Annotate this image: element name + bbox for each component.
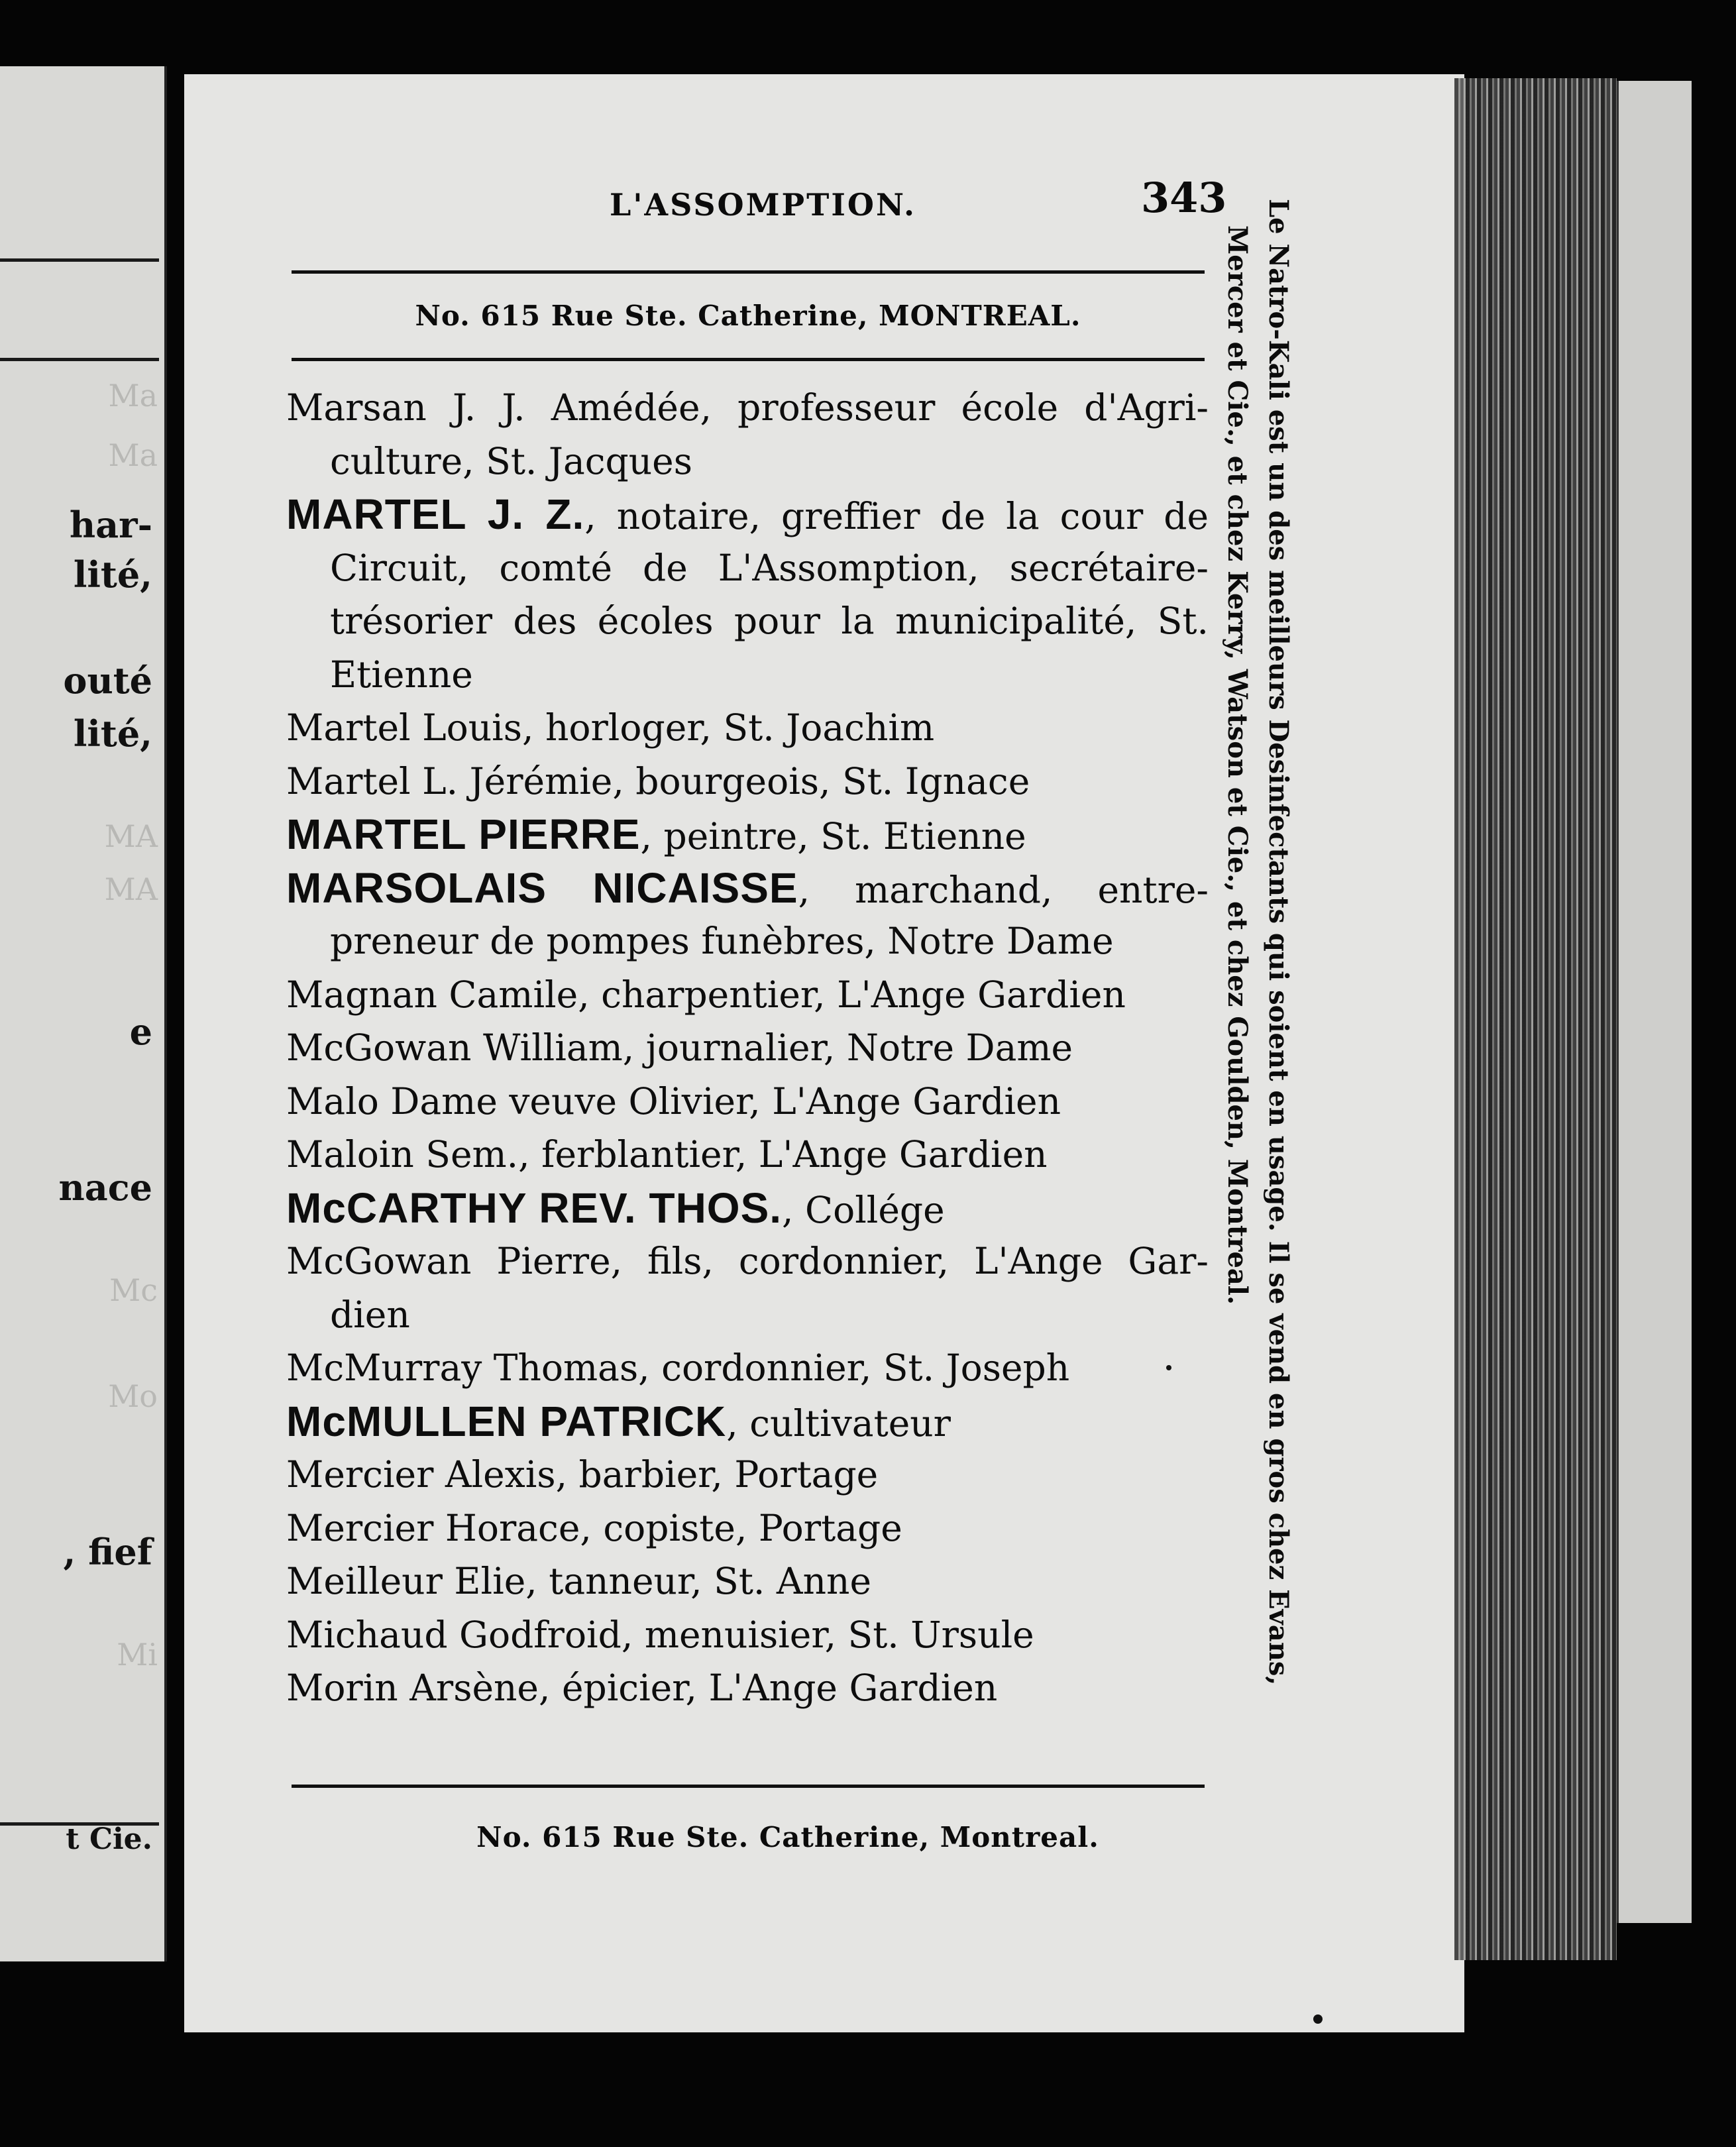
left-page-fragment: nace <box>58 1166 152 1209</box>
directory-entry <box>286 1288 1209 1342</box>
directory-entry <box>286 755 1209 808</box>
page-block-edge <box>1454 78 1617 1960</box>
entry-text: McMurray Thomas, cordonnier, St. Joseph <box>286 1347 1070 1389</box>
left-page-fragment: , fief <box>63 1531 152 1573</box>
print-speck <box>1166 1365 1171 1370</box>
entry-text: Morin Arsène, épicier, L'Ange Gardien <box>286 1667 998 1709</box>
directory-entry <box>286 808 1209 861</box>
entry-text: Marsan J. J. Amédée, professeur école d'Agri- <box>286 386 1209 429</box>
directory-entry <box>286 1448 1209 1502</box>
entry-text: Maloin Sem., ferblantier, L'Ange Gardien <box>286 1133 1048 1176</box>
entry-name-bold: MARTEL J. Z. <box>286 490 585 538</box>
sidebar-advertisement-line: Le Natro-Kali est un des meilleurs Desinfectants qui soient en usage. Il se vend en gros chez Evans, <box>1263 199 1294 1686</box>
directory-entry <box>286 1661 1209 1715</box>
entry-text: Malo Dame veuve Olivier, L'Ange Gardien <box>286 1079 1061 1123</box>
directory-entry <box>286 435 1209 488</box>
directory-entry <box>286 861 1209 915</box>
entry-text: , peintre, St. Etienne <box>640 815 1026 857</box>
header-rule <box>292 270 1205 274</box>
entry-text: Etienne <box>330 653 473 696</box>
sidebar-advertisement <box>1222 199 1299 2041</box>
entry-text: dien <box>330 1293 410 1336</box>
header-rule <box>292 358 1205 361</box>
directory-entry <box>286 648 1209 702</box>
entry-name-bold: MARSOLAIS NICAISSE <box>286 863 798 912</box>
header-banner: No. 615 Rue Ste. Catherine, MONTREAL. <box>415 300 1081 332</box>
entry-text: , notaire, greffier de la cour de <box>584 495 1209 537</box>
footer-rule <box>292 1785 1205 1788</box>
left-page-rule <box>0 258 159 262</box>
directory-entry <box>286 1021 1209 1075</box>
entry-text: preneur de pompes funèbres, Notre Dame <box>330 920 1114 962</box>
entry-text: trésorier des écoles pour la municipalité, St. <box>330 600 1209 642</box>
running-head: L'ASSOMPTION. <box>610 187 917 223</box>
left-page-fragment: lité, <box>73 712 152 755</box>
entry-name-bold: McMULLEN PATRICK <box>286 1397 727 1445</box>
left-page-rule <box>0 358 159 361</box>
directory-entry <box>286 1182 1209 1235</box>
entry-text: Martel Louis, horloger, St. Joachim <box>286 706 935 749</box>
directory-entry <box>286 1128 1209 1182</box>
left-page-fragment: har- <box>69 504 152 546</box>
entry-text: culture, St. Jacques <box>330 439 692 482</box>
entry-text: Magnan Camile, charpentier, L'Ange Gardien <box>286 973 1126 1016</box>
directory-entry <box>286 1341 1209 1395</box>
directory-entry <box>286 1395 1209 1449</box>
entry-text: Meilleur Elie, tanneur, St. Anne <box>286 1560 872 1602</box>
entry-text: , marchand, entre- <box>798 868 1209 911</box>
book-edge <box>1617 81 1692 1923</box>
entry-text: Martel L. Jérémie, bourgeois, St. Ignace <box>286 759 1030 802</box>
print-speck <box>1313 2014 1323 2024</box>
directory-entry <box>286 968 1209 1022</box>
entry-name-bold: McCARTHY REV. THOS. <box>286 1184 783 1232</box>
entry-text: , cultivateur <box>726 1402 951 1445</box>
entry-name-bold: MARTEL PIERRE <box>286 810 641 858</box>
directory-entry <box>286 488 1209 541</box>
entry-text: , Collége <box>782 1188 945 1231</box>
page-number: 343 <box>1141 174 1227 222</box>
directory-entries <box>286 381 1209 1715</box>
entry-text: Circuit, comté de L'Assomption, secrétaire- <box>330 546 1209 589</box>
entry-text: Mercier Horace, copiste, Portage <box>286 1506 902 1549</box>
directory-entry <box>286 1555 1209 1608</box>
directory-entry <box>286 1608 1209 1662</box>
entry-text: McGowan Pierre, fils, cordonnier, L'Ange Gar- <box>286 1240 1209 1282</box>
left-page-edge: Ma Ma har- lité, outé lité, MA MA e nace Mc Mo , fief Mi t Cie. <box>0 66 167 1961</box>
directory-entry <box>286 594 1209 648</box>
directory-entry <box>286 1502 1209 1555</box>
directory-entry <box>286 701 1209 755</box>
directory-entry <box>286 1235 1209 1288</box>
directory-entry <box>286 1075 1209 1129</box>
directory-entry <box>286 381 1209 435</box>
entry-text: Mercier Alexis, barbier, Portage <box>286 1453 879 1496</box>
entry-text: McGowan William, journalier, Notre Dame <box>286 1026 1073 1069</box>
left-page-fragment: lité, <box>73 553 152 596</box>
sidebar-advertisement-line: Mercer et Cie., et chez Kerry, Watson et Cie., et chez Goulden, Montreal. <box>1222 225 1253 1305</box>
left-page-fragment: t Cie. <box>66 1822 152 1856</box>
footer-banner: No. 615 Rue Ste. Catherine, Montreal. <box>476 1821 1099 1853</box>
left-page-fragment: outé <box>63 659 152 702</box>
directory-entry <box>286 914 1209 968</box>
directory-entry <box>286 541 1209 595</box>
left-page-fragment: e <box>129 1011 152 1053</box>
entry-text: Michaud Godfroid, menuisier, St. Ursule <box>286 1613 1034 1656</box>
